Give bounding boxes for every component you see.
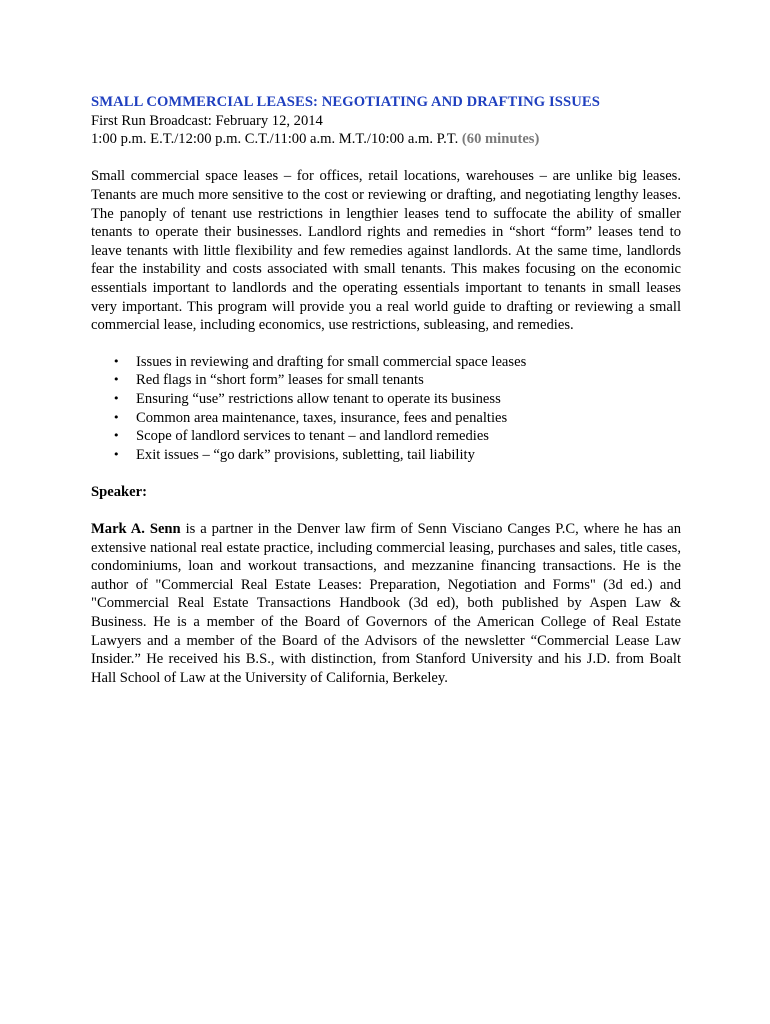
broadcast-times <box>91 130 681 149</box>
topic-text: Scope of landlord services to tenant – and landlord remedies <box>136 428 489 445</box>
bullet-icon: • <box>113 373 120 387</box>
bullet-icon: • <box>113 447 120 461</box>
bullet-icon: • <box>113 391 120 405</box>
list-item <box>91 409 681 428</box>
program-description: Small commercial space leases – for offices, retail locations, warehouses – are unlike big leases. Tenants are much more sensitive to the cost or reviewing or drafting, and negotiating lengthy leases. The panoply of tenant use restrictions in lengthier leases tend to suffocate the ability of smaller tenants to operate their businesses. Landlord rights and remedies in “short “form” leases tend to leave tenants with little flexibility and few remedies against landlords. At the same time, landlords fear the instability and costs associated with small tenants. This makes focusing on the economic essentials important to landlords and the operating essentials important to tenants in small leases very important. This program will provide you a real world guide to drafting or reviewing a small commercial lease, including economics, use restrictions, subleasing, and remedies. <box>91 168 681 334</box>
bullet-icon: • <box>113 429 120 443</box>
list-item <box>91 353 681 372</box>
topics-list <box>91 353 681 465</box>
list-item <box>91 371 681 390</box>
speaker-bio <box>91 520 681 687</box>
topic-text: Common area maintenance, taxes, insurance, fees and penalties <box>136 409 508 426</box>
times-text: 1:00 p.m. E.T./12:00 p.m. C.T./11:00 a.m. M.T./10:00 a.m. P.T. <box>91 131 459 148</box>
topic-text: Exit issues – “go dark” provisions, subletting, tail liability <box>136 446 475 463</box>
speaker-heading: Speaker: <box>91 483 147 500</box>
program-title: SMALL COMMERCIAL LEASES: NEGOTIATING AND DRAFTING ISSUES <box>91 94 600 110</box>
list-item <box>91 390 681 409</box>
speaker-name: Mark A. Senn <box>91 521 181 538</box>
bullet-icon: • <box>113 354 120 368</box>
broadcast-date: First Run Broadcast: February 12, 2014 <box>91 112 323 129</box>
bullet-icon: • <box>113 410 120 424</box>
duration-text: (60 minutes) <box>461 131 540 148</box>
speaker-bio-text: is a partner in the Denver law firm of Senn Visciano Canges P.C, where he has an extensive national real estate practice, including commercial leasing, purchases and sales, title cases, condominiums, loan and workout transactions, and mezzanine financing transactions. He is the author of "Commercial Real Estate Leases: Preparation, Negotiation and Forms" (3d ed.) and "Commercial Real Estate Transactions Handbook (3d ed), both published by Aspen Law & Business. He is a member of the Board of Governors of the American College of Real Estate Lawyers and a member of the Board of the Advisors of the newsletter “Commercial Lease Law Insider.” He received his B.S., with distinction, from Stanford University and his J.D. from Boalt Hall School of Law at the University of California, Berkeley. <box>91 521 681 686</box>
list-item <box>91 427 681 446</box>
document-page <box>91 93 681 687</box>
topic-text: Red flags in “short form” leases for small tenants <box>136 372 424 389</box>
list-item <box>91 446 681 465</box>
topic-text: Issues in reviewing and drafting for small commercial space leases <box>136 353 527 370</box>
topic-text: Ensuring “use” restrictions allow tenant to operate its business <box>136 390 501 407</box>
